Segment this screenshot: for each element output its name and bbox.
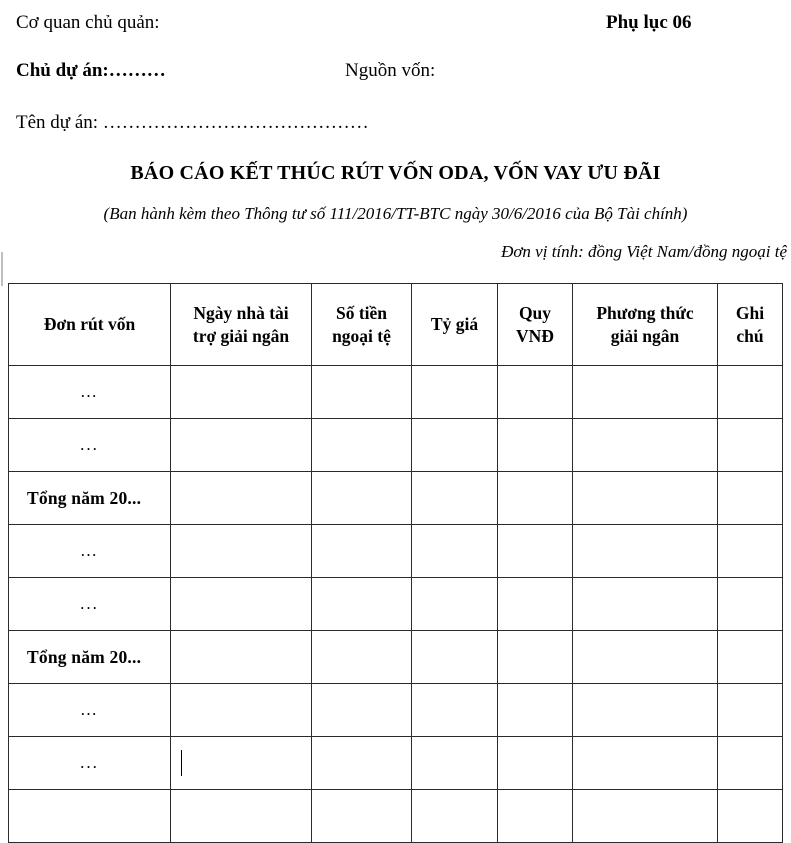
table-cell[interactable]: … [9,684,171,737]
table-cell[interactable]: … [9,366,171,419]
table-cell[interactable] [573,684,718,737]
column-header-line: Số tiền [335,302,388,323]
table-column-header [312,284,412,366]
table-cell[interactable] [573,419,718,472]
column-header-line: chú [736,325,764,346]
column-header-line: Ngày nhà tài [193,302,289,323]
table-row[interactable] [9,366,783,419]
table-cell[interactable] [498,472,573,525]
table-row[interactable] [9,472,783,525]
column-header-line: Phương thức [596,302,694,323]
page-subtitle: (Ban hành kèm theo Thông tư số 111/2016/TT-BTC ngày 30/6/2016 của Bộ Tài chính) [103,204,688,223]
table-cell[interactable] [498,737,573,790]
table-row[interactable] [9,790,783,843]
table-cell[interactable] [498,684,573,737]
table-cell[interactable] [573,366,718,419]
table-cell[interactable] [718,419,783,472]
table-cell[interactable] [171,472,312,525]
table-cell[interactable] [171,419,312,472]
appendix-label: Phụ lục 06 [606,12,692,33]
column-header-line: Tỷ giá [430,314,479,335]
table-cell[interactable] [412,631,498,684]
table-cell[interactable] [312,419,412,472]
header-line-project [0,100,791,146]
table-column-header [412,284,498,366]
header-line-agency [0,0,791,46]
project-name-label: Tên dự án: …………………………………… [16,112,369,133]
table-cell[interactable] [718,525,783,578]
column-header-line: trợ giải ngân [192,325,290,346]
table-cell[interactable]: Tổng năm 20... [9,472,171,525]
text-caret [181,750,182,776]
table-cell[interactable] [171,578,312,631]
funding-source-label: Nguồn vốn: [345,60,436,81]
table-row[interactable] [9,525,783,578]
table-row[interactable] [9,419,783,472]
table-cell[interactable] [498,366,573,419]
report-table [8,283,783,843]
table-header [9,284,783,366]
table-row[interactable] [9,578,783,631]
table-cell[interactable] [312,790,412,843]
table-column-header [171,284,312,366]
table-cell[interactable] [718,790,783,843]
table-cell[interactable] [412,790,498,843]
table-cell[interactable] [573,790,718,843]
column-header-line: Đơn rút vốn [43,314,136,335]
table-cell[interactable] [312,684,412,737]
table-cell[interactable] [498,790,573,843]
column-header-line: giải ngân [610,325,680,346]
table-cell[interactable] [498,578,573,631]
table-row[interactable] [9,684,783,737]
table-cell[interactable]: ... [9,578,171,631]
table-cell[interactable]: ... [9,737,171,790]
column-header-line: VNĐ [516,325,554,346]
table-cell[interactable] [573,525,718,578]
table-header-row [9,284,783,366]
table-cell[interactable] [412,684,498,737]
table-cell[interactable] [573,631,718,684]
column-header-line: Ghi [735,302,765,323]
table-cell[interactable] [718,366,783,419]
column-header-line: ngoại tệ [332,325,391,346]
column-header-line: Quy [518,302,552,323]
table-cell[interactable] [171,684,312,737]
report-table-container [8,283,782,843]
table-cell[interactable] [412,525,498,578]
table-cell[interactable] [412,737,498,790]
table-cell[interactable] [412,472,498,525]
table-cell[interactable] [312,737,412,790]
table-cell[interactable] [312,578,412,631]
table-cell[interactable] [171,631,312,684]
table-row[interactable] [9,631,783,684]
table-cell[interactable] [412,366,498,419]
table-cell[interactable] [573,578,718,631]
table-cell[interactable] [412,419,498,472]
table-cell[interactable] [312,525,412,578]
page-title: BÁO CÁO KẾT THÚC RÚT VỐN ODA, VỐN VAY ƯU ĐÃI [130,162,661,184]
table-column-header [498,284,573,366]
table-cell[interactable] [312,631,412,684]
table-cell[interactable]: … [9,525,171,578]
table-cell[interactable] [312,366,412,419]
table-cell[interactable] [171,737,312,790]
table-cell[interactable] [412,578,498,631]
table-cell[interactable]: Tổng năm 20... [9,631,171,684]
table-cell[interactable]: ... [9,419,171,472]
table-cell[interactable] [171,790,312,843]
table-cell[interactable] [498,631,573,684]
table-cell[interactable] [718,472,783,525]
table-body [9,366,783,843]
table-cell[interactable] [718,737,783,790]
table-cell[interactable] [573,472,718,525]
table-cell[interactable] [498,525,573,578]
table-cell[interactable] [171,525,312,578]
table-cell[interactable] [718,684,783,737]
header-line-owner [0,48,791,94]
table-cell[interactable] [718,578,783,631]
table-cell[interactable] [171,366,312,419]
table-column-header [9,284,171,366]
table-cell[interactable] [718,631,783,684]
project-owner-label: Chủ dự án:……… [16,60,166,81]
table-row[interactable] [9,737,783,790]
agency-label: Cơ quan chủ quản: [16,12,160,33]
unit-note: Đơn vị tính: đồng Việt Nam/đồng ngoại tệ [501,242,787,261]
table-cell[interactable] [573,737,718,790]
table-column-header [573,284,718,366]
table-column-header [718,284,783,366]
table-cell[interactable] [498,419,573,472]
table-cell[interactable] [312,472,412,525]
table-cell[interactable] [9,790,171,843]
page-edge-marker [1,252,3,286]
